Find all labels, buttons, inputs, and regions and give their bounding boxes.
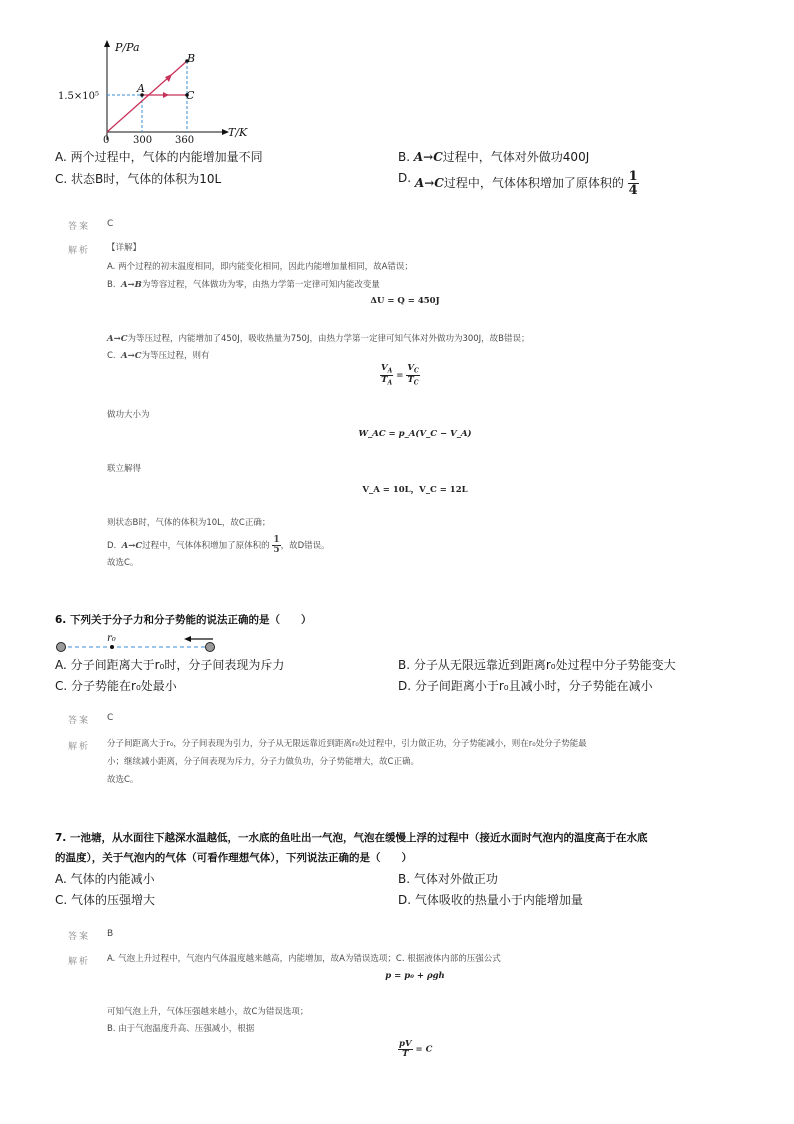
arrow-a-c <box>163 92 169 98</box>
q5-option-b <box>398 148 589 165</box>
q6-line1: 分子间距离大于r₀，分子间表现为引力，分子从无限远靠近到距离r₀处过程中，引力做正功，分子势能减小，则在r₀处分子势能最 <box>107 739 587 749</box>
q5-option-d-prefix: D. <box>398 171 412 185</box>
q5-answer: C <box>107 219 114 229</box>
q5-option-b-prefix: B. <box>398 150 411 164</box>
x-tick-300: 300 <box>133 135 153 144</box>
q6-analysis-tag: 解析 <box>68 742 91 752</box>
q6-molecule-figure <box>55 630 220 654</box>
q7-line2: 可知气泡上升，气体压强越来越小，故C为错误选项； <box>107 1007 309 1017</box>
x-label: T/K <box>228 126 248 139</box>
q7-option-b: B. 气体对外做正功 <box>398 872 498 886</box>
q7-option-c: C. 气体的压强增大 <box>55 893 156 907</box>
q5-line3: A→C为等压过程，内能增加了450J，吸收热量为750J，由热力学第一定律可知气体对外做功为300J，故B错误； <box>107 334 530 344</box>
q5-option-a: A. 两个过程中，气体的内能增加量不同 <box>55 150 263 164</box>
y-label: P/Pa <box>115 41 140 54</box>
q6-line2: 小；继续减小距离，分子间表现为斥力，分子力做负功，分子势能增大，故C正确。 <box>107 757 419 767</box>
q6-answer: C <box>107 713 114 723</box>
q7-line1: A. 气泡上升过程中，气泡内气体温度越来越高，内能增加，故A为错误选项；C. 根据液体内部的压强公式 <box>107 954 501 964</box>
p-t-graph <box>55 36 265 144</box>
q6-stem: 6. 下列关于分子力和分子势能的说法正确的是（ ） <box>55 614 312 626</box>
q6-option-c: C. 分子势能在r₀处最小 <box>55 679 177 693</box>
q7-analysis-tag: 解析 <box>68 957 91 967</box>
q5-line4: C. A→C为等压过程，则有 <box>107 351 210 361</box>
y-axis-arrow <box>104 40 110 47</box>
q6-option-a: A. 分子间距离大于r₀时，分子间表现为斥力 <box>55 658 285 672</box>
q5-option-c: C. 状态B时，气体的体积为10L <box>55 172 222 186</box>
label-b: B <box>187 52 196 65</box>
q5-line8: D. A→C过程中，气体体积增加了原体积的 $\frac{1}{5}$ ，故D错误。 <box>107 535 330 555</box>
molecule-right <box>206 643 215 652</box>
q6-option-b: B. 分子从无限远靠近到距离r₀处过程中分子势能变大 <box>398 658 676 672</box>
q5-formula3: W_AC = p_A(V_C − V_A) <box>358 429 472 439</box>
q5-detail: 【详解】 <box>107 243 142 253</box>
q6-answer-tag: 答案 <box>68 716 91 726</box>
q5-option-b-math: A→C <box>413 150 443 164</box>
q5-option-b-text: 过程中，气体对外做功400J <box>442 150 590 164</box>
q5-line5: 做功大小为 <box>107 410 150 420</box>
q7-option-d: D. 气体吸收的热量小于内能增加量 <box>398 893 583 907</box>
q7-answer: B <box>107 929 114 939</box>
q5-option-d-math: A→C <box>414 176 444 190</box>
q5-line1: A. 两个过程的初末温度相同，即内能变化相同，因此内能增加量相同，故A错误； <box>107 262 413 272</box>
label-a: A <box>137 82 145 95</box>
x-tick-360: 360 <box>175 135 195 144</box>
r0-label: r₀ <box>107 633 116 644</box>
q5-option-d <box>398 170 639 197</box>
label-c: C <box>186 89 195 102</box>
q5-formula1: ΔU = Q = 450J <box>370 296 440 306</box>
q7-stem-line2: 的温度），关于气泡内的气体（可看作理想气体），下列说法正确的是（ ） <box>55 852 412 864</box>
q5-line6: 联立解得 <box>107 464 142 474</box>
q6-option-d: D. 分子间距离小于r₀且减小时，分子势能在减小 <box>398 679 653 693</box>
molecule-left <box>57 643 66 652</box>
q5-option-d-fraction: $\frac{1}{4}$ <box>628 169 638 198</box>
arrow-a-b <box>165 74 172 82</box>
x-tick-0: 0 <box>103 135 110 144</box>
q5-option-d-text: 过程中，气体体积增加了原体积的 <box>443 176 624 190</box>
q5-formula4: V_A = 10L，V_C = 12L <box>362 485 468 495</box>
motion-arrow-head <box>184 636 191 642</box>
q5-line2: B. A→B为等容过程，气体做功为零，由热力学第一定律可知内能改变量 <box>107 280 380 290</box>
r0-point <box>110 645 114 649</box>
q5-line7: 则状态B时，气体的体积为10L，故C正确； <box>107 518 271 528</box>
q5-analysis-tag: 解析 <box>68 246 91 256</box>
q5-answer-tag: 答案 <box>68 222 91 232</box>
y-tick: 1.5×10⁵ <box>58 91 100 102</box>
q5-formula2: $\frac{V_A}{T_A}$ = $\frac{V_C}{T_C}$ <box>381 363 419 387</box>
q7-line3: B. 由于气泡温度升高、压强减小，根据 <box>107 1024 255 1034</box>
q7-option-a: A. 气体的内能减小 <box>55 872 155 886</box>
q7-stem-line1: 7. 一池塘，从水面往下越深水温越低，一水底的鱼吐出一气泡，气泡在缓慢上浮的过程中（接近水面时气泡内的温度高于在水底 <box>55 832 648 844</box>
q7-answer-tag: 答案 <box>68 932 91 942</box>
q5-line9: 故选C。 <box>107 558 139 568</box>
q6-line3: 故选C。 <box>107 775 139 785</box>
q7-formula1: p = p₀ + ρgh <box>385 971 445 981</box>
q7-formula2: $\frac{pV}{T}$ = C <box>399 1039 433 1059</box>
line-o-b <box>107 61 187 132</box>
